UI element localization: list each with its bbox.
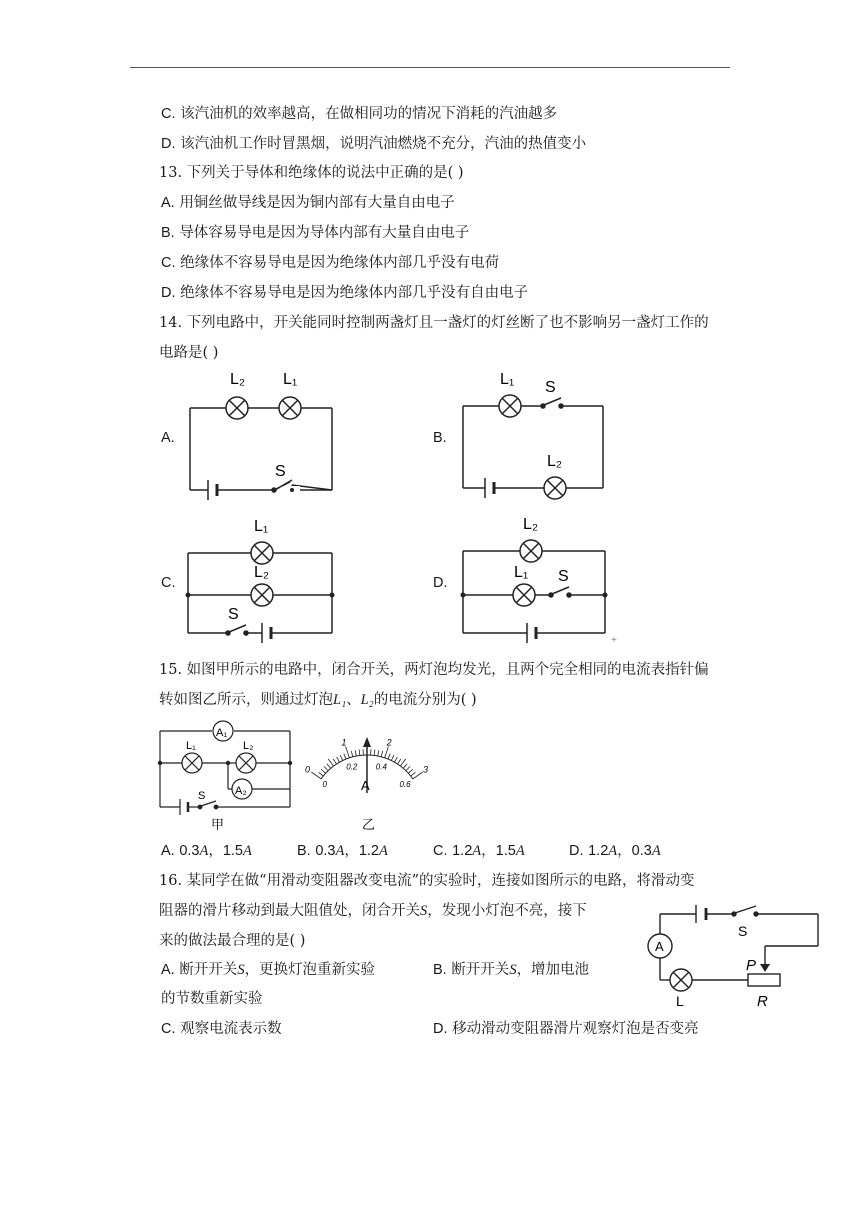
dial-tick: [385, 746, 389, 757]
q13-option-a: [161, 193, 455, 213]
dial-tick: [333, 759, 336, 764]
option-label: B.: [433, 962, 447, 978]
lamp-l2-symbol: L₂: [360, 692, 374, 708]
value-1: 0.3: [179, 843, 200, 859]
q16-option-b: [433, 960, 589, 980]
dial-tick: [374, 750, 375, 756]
lamp-l-label: L: [676, 993, 684, 1009]
dial-tick: [388, 754, 390, 760]
lamp-l2-label: L₂: [254, 564, 270, 581]
q16-stem-line1: 16. 某同学在做“用滑动变阻器改变电流”的实验时，连接如图所示的电路，将滑动变: [159, 873, 695, 889]
switch-icon: [541, 398, 563, 408]
option-label: B.: [161, 225, 175, 241]
junction-dot: [603, 593, 608, 598]
battery-icon: [485, 478, 494, 498]
q13-option-b: [161, 223, 469, 243]
lamp-l1-label: L₁: [514, 564, 529, 581]
lamp-icon: [182, 753, 202, 773]
dial-tick: [327, 764, 331, 769]
dial-tick: [319, 772, 324, 776]
switch-symbol: S: [237, 962, 245, 978]
dial-label-large: 2: [386, 737, 392, 748]
value-1: 1.2: [588, 843, 609, 859]
option-text: 绝缘体不容易导电是因为绝缘体内部几乎没有自由电子: [180, 285, 529, 301]
q13-option-c: [161, 253, 499, 273]
dial-label-small: 0.6: [399, 780, 411, 790]
dial-tick: [324, 766, 328, 770]
q14-label-b: B.: [433, 430, 447, 446]
dial-label-small: 0.4: [375, 762, 387, 772]
value-2: 1.2: [358, 843, 380, 859]
dial-tick: [403, 764, 407, 769]
rheostat-icon: [748, 974, 780, 986]
option-text: ，更换灯泡重新实验: [244, 962, 376, 978]
switch-icon: [198, 801, 218, 809]
unit: A: [651, 843, 661, 859]
option-text: 该汽油机工作时冒黑烟，说明汽油燃烧不充分，汽油的热值变小: [180, 136, 587, 152]
dial-tick: [355, 750, 356, 756]
switch-s-label: S: [558, 568, 569, 585]
option-label: D.: [161, 285, 176, 301]
comma: ，: [208, 843, 223, 859]
option-label: C.: [161, 1021, 176, 1037]
option-label: B.: [297, 843, 311, 859]
junction-dot: [186, 593, 191, 598]
header-rule: [130, 67, 730, 68]
unit: A: [199, 843, 209, 859]
dial-tick: [340, 755, 343, 760]
dial-tick: [328, 759, 333, 766]
q16-option-b-continued: 的节数重新实验: [161, 991, 263, 1007]
switch-s-label: S: [228, 606, 239, 623]
lamp-l2-label: L₂: [547, 453, 563, 470]
option-label: D.: [433, 1021, 448, 1037]
switch-s-label: S: [738, 923, 748, 939]
dial-tick: [344, 754, 346, 760]
switch-symbol: S: [509, 962, 517, 978]
q16-option-a: [161, 960, 375, 980]
ammeter-a1-label: A₁: [216, 727, 228, 739]
stray-mark: +: [611, 635, 617, 645]
dial-label-large: 3: [422, 764, 428, 775]
option-text: 用铜丝做导线是因为铜内部有大量自由电子: [179, 195, 455, 211]
battery-icon: [696, 905, 706, 923]
junction-dot: [226, 761, 230, 765]
lamp-icon: [544, 477, 566, 499]
dial-tick: [337, 757, 340, 762]
q14-stem-line2: 电路是( ): [159, 345, 219, 361]
q14-circuit-d: [455, 515, 630, 645]
lamp-l2-label: L₂: [523, 516, 539, 533]
q15-figure-yi: [295, 715, 445, 835]
dial-tick: [359, 750, 360, 756]
q15-stem-line1: 15. 如图甲所示的电路中，闭合开关，两灯泡均发光，且两个完全相同的电流表指针偏: [159, 662, 709, 678]
unit: A: [608, 843, 618, 859]
figure-jia-caption: 甲: [211, 817, 225, 832]
option-label: C.: [161, 255, 176, 271]
value-1: 1.2: [452, 843, 473, 859]
comma: ，: [617, 843, 632, 859]
unit: A: [472, 843, 482, 859]
junction-dot: [288, 761, 292, 765]
q14-label-a: A.: [161, 430, 175, 446]
option-text: 移动滑动变阻器滑片观察灯泡是否变亮: [452, 1021, 699, 1037]
stem-text: 转如图乙所示，则通过灯泡: [159, 692, 333, 708]
dial-tick: [351, 751, 353, 757]
option-label: D.: [161, 136, 176, 152]
value-1: 0.3: [315, 843, 336, 859]
option-text: 观察电流表示数: [180, 1021, 282, 1037]
battery-icon: [527, 623, 536, 643]
lamp-icon: [670, 969, 692, 991]
q16-option-c: [161, 1019, 282, 1039]
value-2: 0.3: [631, 843, 652, 859]
q14-circuit-b: [455, 370, 615, 500]
separator: 、: [346, 692, 361, 708]
q14-label-c: C.: [161, 575, 176, 591]
comma: ，: [344, 843, 359, 859]
q14-label-d: D.: [433, 575, 448, 591]
switch-s-label: S: [198, 790, 206, 802]
q13-option-d: [161, 283, 528, 303]
dial-tick: [346, 746, 350, 757]
dial-tick: [321, 769, 325, 773]
battery-icon: [208, 480, 217, 500]
stem-text: 的电流分别为( ): [373, 692, 477, 708]
lamp-icon: [499, 395, 521, 417]
value-2: 1.5: [222, 843, 244, 859]
option-label: C.: [433, 843, 448, 859]
option-label: C.: [161, 106, 176, 122]
lamp-icon: [251, 584, 273, 606]
lamp-l1-label: L₁: [186, 740, 196, 752]
lamp-l1-label: L₁: [283, 371, 298, 388]
switch-s-label: S: [545, 379, 556, 396]
switch-icon: [549, 587, 571, 597]
option-text: 断开开关: [451, 962, 510, 978]
option-label: A.: [161, 962, 175, 978]
q16-stem-line2: [159, 901, 587, 921]
slider-pointer-icon: [760, 964, 770, 972]
switch-icon: [732, 906, 758, 916]
option-text: 断开开关: [179, 962, 238, 978]
dial-label-large: 0: [305, 764, 311, 775]
option-text: 导体容易导电是因为导体内部有大量自由电子: [179, 225, 470, 241]
figure-yi-caption: 乙: [362, 817, 376, 832]
q15-figure-jia: [150, 715, 300, 835]
option-text: 绝缘体不容易导电是因为绝缘体内部几乎没有电荷: [180, 255, 500, 271]
q15-option-c: [433, 841, 525, 861]
stem-text: ，发现小灯泡不亮，接下: [427, 903, 587, 919]
option-text: 该汽油机的效率越高，在做相同功的情况下消耗的汽油越多: [180, 106, 558, 122]
unit: A: [379, 843, 388, 859]
lamp-icon: [236, 753, 256, 773]
q15-option-d: [569, 841, 661, 861]
dial-tick: [394, 757, 397, 762]
junction-dot: [158, 761, 162, 765]
dial-tick: [411, 772, 416, 776]
dial-tick: [397, 759, 400, 764]
battery-icon: [262, 623, 271, 643]
lamp-l2-label: L₂: [243, 740, 254, 752]
ammeter-label: A: [655, 939, 664, 954]
unit: A: [515, 843, 525, 859]
unit: A: [243, 843, 252, 859]
q14-circuit-c: [180, 515, 340, 645]
dial-tick: [378, 750, 379, 756]
lamp-l1-label: L₁: [254, 518, 269, 535]
q15-option-b: [297, 841, 388, 861]
q12-option-d: [161, 134, 586, 154]
lamp-icon: [513, 584, 535, 606]
q14-circuit-a: [180, 370, 340, 500]
ammeter-a2-label: A₂: [235, 785, 247, 797]
needle-tip-icon: [363, 737, 371, 747]
option-text: ，增加电池: [516, 962, 590, 978]
q16-option-d: [433, 1019, 699, 1039]
dial-label-large: 1: [341, 737, 347, 748]
lamp-l1-symbol: L₁: [333, 692, 347, 708]
lamp-icon: [251, 542, 273, 564]
rheostat-r-label: R: [757, 993, 768, 1010]
q15-option-a: [161, 841, 252, 861]
switch-s-label: S: [275, 463, 286, 480]
q15-stem-line2: [159, 690, 477, 710]
q13-stem: 13. 下列关于导体和绝缘体的说法中正确的是( ): [159, 165, 464, 181]
dial-tick: [381, 751, 383, 757]
junction-dot: [330, 593, 335, 598]
lamp-icon: [520, 540, 542, 562]
junction-dot: [461, 593, 466, 598]
dial-tick: [406, 766, 410, 770]
q16-circuit: [640, 900, 825, 1015]
q14-stem-line1: 14. 下列电路中，开关能同时控制两盏灯且一盏灯的灯丝断了也不影响另一盏灯工作的: [159, 315, 709, 331]
option-label: A.: [161, 195, 175, 211]
q16-stem-line3: 来的做法最合理的是( ): [159, 933, 306, 949]
switch-icon: [226, 625, 248, 635]
slider-p-label: P: [746, 957, 757, 974]
value-2: 1.5: [495, 843, 516, 859]
stem-text: 阻器的滑片移动到最大阻值处，闭合开关: [159, 903, 420, 919]
q12-option-c: [161, 104, 557, 124]
ammeter-dial-label: A: [361, 778, 370, 793]
dial-label-small: 0.2: [346, 762, 358, 772]
lamp-icon: [279, 397, 301, 419]
lamp-l1-label: L₁: [500, 371, 515, 388]
option-label: D.: [569, 843, 584, 859]
lamp-icon: [226, 397, 248, 419]
dial-tick: [408, 769, 412, 773]
dial-label-small: 0: [322, 780, 327, 790]
switch-symbol: S: [420, 903, 428, 919]
option-label: A.: [161, 843, 175, 859]
dial-tick: [391, 755, 394, 760]
dial-tick: [400, 759, 405, 766]
unit: A: [335, 843, 345, 859]
battery-icon: [180, 799, 188, 815]
comma: ，: [481, 843, 496, 859]
lamp-l2-label: L₂: [230, 371, 246, 388]
